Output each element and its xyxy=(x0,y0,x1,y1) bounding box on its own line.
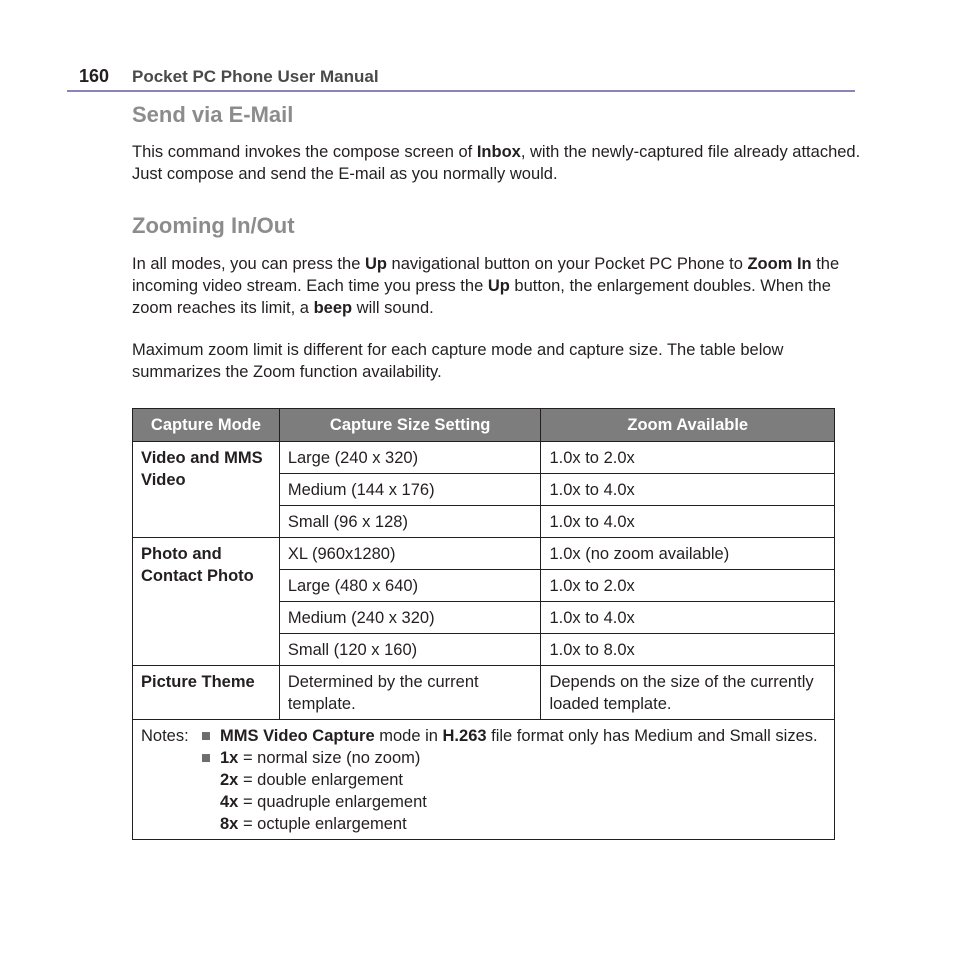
table-row xyxy=(133,666,835,720)
size-cell: Medium (240 x 320) xyxy=(279,602,541,634)
size-cell: Small (120 x 160) xyxy=(279,634,541,666)
heading-zooming: Zooming In/Out xyxy=(132,213,295,238)
heading-send-via-email: Send via E-Mail xyxy=(132,102,294,127)
table-row xyxy=(133,442,835,474)
zoom-cell: 1.0x to 4.0x xyxy=(541,602,835,634)
table-header-row xyxy=(133,409,835,442)
column-header: Capture Size Setting xyxy=(279,409,541,442)
page-number: 160 xyxy=(79,66,110,86)
note-item: ■ 1x = normal size (no zoom) xyxy=(201,749,421,767)
size-cell: Large (480 x 640) xyxy=(279,570,541,602)
notes-row xyxy=(133,720,835,840)
size-cell: Large (240 x 320) xyxy=(279,442,541,474)
zoom-cell: 1.0x to 2.0x xyxy=(541,442,835,474)
zoom-cell: 1.0x to 2.0x xyxy=(541,570,835,602)
notes-label: Notes: xyxy=(141,727,189,745)
capture-mode-cell: Photo and Contact Photo xyxy=(133,538,280,666)
note-item: 2x = double enlargement xyxy=(220,771,404,789)
paragraph-zoom-limit: Maximum zoom limit is different for each capture mode and capture size. The table below summarizes the Zoom function availability. xyxy=(132,341,784,381)
size-cell: Medium (144 x 176) xyxy=(279,474,541,506)
square-bullet-icon: ■ xyxy=(201,727,211,745)
note-item: Notes: ■ MMS Video Capture mode in H.263 file format only has Medium and Small sizes. xyxy=(141,727,818,745)
square-bullet-icon: ■ xyxy=(201,749,211,767)
size-cell: XL (960x1280) xyxy=(279,538,541,570)
capture-mode-cell: Video and MMS Video xyxy=(133,442,280,538)
table-row xyxy=(133,538,835,570)
zoom-table xyxy=(132,408,835,840)
size-cell: Determined by the current template. xyxy=(279,666,541,720)
note-item: 4x = quadruple enlargement xyxy=(220,793,427,811)
zoom-cell: Depends on the size of the currently loaded template. xyxy=(541,666,835,720)
column-header: Capture Mode xyxy=(133,409,280,442)
paragraph-send-via-email: This command invokes the compose screen of Inbox, with the newly-captured file already attached. Just compose and send the E-mail as you normally would. xyxy=(132,143,861,183)
capture-mode-cell: Picture Theme xyxy=(133,666,280,720)
manual-title: Pocket PC Phone User Manual xyxy=(132,67,379,86)
note-item: 8x = octuple enlargement xyxy=(220,815,407,833)
size-cell: Small (96 x 128) xyxy=(279,506,541,538)
paragraph-zoom-intro: In all modes, you can press the Up navigational button on your Pocket PC Phone to Zoom In the incoming video stream. Each time you press the Up button, the enlargement doubles. When the zoom reaches its limit, a beep will sound. xyxy=(132,255,840,317)
notes-cell xyxy=(133,720,835,840)
zoom-cell: 1.0x to 8.0x xyxy=(541,634,835,666)
column-header: Zoom Available xyxy=(541,409,835,442)
zoom-cell: 1.0x to 4.0x xyxy=(541,506,835,538)
page-header xyxy=(67,64,855,92)
zoom-cell: 1.0x to 4.0x xyxy=(541,474,835,506)
zoom-cell: 1.0x (no zoom available) xyxy=(541,538,835,570)
